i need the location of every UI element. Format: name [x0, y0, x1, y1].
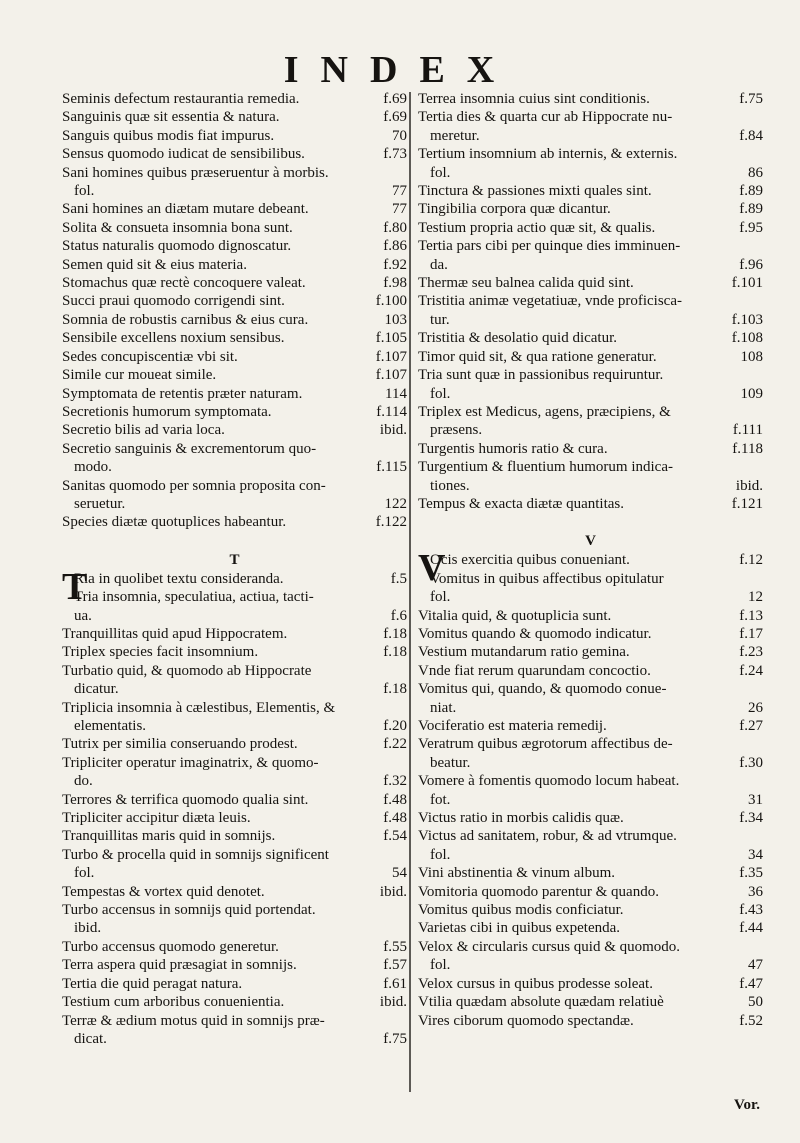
- index-entry: [62, 513, 407, 531]
- entry-text: Tripliciter accipitur diæta leuis.: [62, 810, 251, 827]
- page-reference: f.12: [739, 552, 763, 569]
- page-reference: f.27: [739, 718, 763, 734]
- entry-text: Tempus & exacta diætæ quantitas.: [418, 495, 624, 512]
- entry-text: Thermæ seu balnea calida quid sint.: [418, 275, 634, 292]
- page-reference: f.118: [732, 440, 763, 457]
- index-entry: [418, 108, 763, 145]
- index-entry: [62, 883, 407, 901]
- entry-continuation: fol.: [74, 183, 95, 200]
- entry-continuation: fol.: [74, 865, 95, 882]
- index-entry: [62, 625, 407, 643]
- entry-text: Sensus quomodo iudicat de sensibilibus.: [62, 146, 305, 163]
- index-entry: [418, 366, 763, 403]
- index-entry: [62, 421, 407, 439]
- entry-text: Vomitus in quibus affectibus opitulatur: [430, 570, 664, 587]
- page-reference: f.20: [383, 718, 407, 734]
- page-reference: f.5: [390, 570, 407, 587]
- page-title: INDEX: [283, 49, 517, 91]
- page-reference: ibid.: [379, 422, 407, 439]
- index-entry: [62, 699, 407, 736]
- entry-text: Velox & circularis cursus quid & quomodo.: [418, 938, 681, 955]
- index-entry: [418, 219, 763, 237]
- page-reference: 12: [748, 589, 763, 606]
- page-reference: f.18: [383, 644, 407, 661]
- page-reference: f.89: [739, 201, 763, 218]
- entry-text: Status naturalis quomodo dignoscatur.: [62, 238, 292, 255]
- entry-text: Stomachus quæ rectè concoquere valeat.: [62, 275, 306, 292]
- entry-text: Vomitus quibus modis conficiatur.: [418, 902, 624, 919]
- index-entry: [418, 145, 763, 182]
- entry-text: Ria in quolibet textu consideranda.: [74, 570, 284, 587]
- entry-text: Testium propria actio quæ sit, & qualis.: [418, 219, 656, 236]
- entry-continuation: elementatis.: [74, 718, 147, 734]
- entry-continuation: fol.: [430, 846, 451, 863]
- index-entry: [418, 348, 763, 366]
- entry-text: Tranquillitas maris quid in somnijs.: [62, 828, 276, 845]
- page-reference: f.114: [376, 403, 407, 420]
- page-reference: f.75: [739, 91, 763, 107]
- index-entry: [62, 329, 407, 347]
- section-letter: V: [585, 533, 596, 550]
- entry-text: Seminis defectum restaurantia remedia.: [62, 91, 300, 107]
- page-reference: 86: [748, 164, 763, 181]
- index-entry: [62, 956, 407, 974]
- page-reference: f.43: [739, 902, 763, 919]
- index-entry: [418, 717, 763, 735]
- entry-continuation: tur.: [430, 311, 450, 328]
- entry-text: Terrea insomnia cuius sint conditionis.: [418, 91, 650, 107]
- index-entry: [418, 292, 763, 329]
- section-letter: T: [229, 551, 240, 568]
- page-reference: f.121: [731, 495, 763, 512]
- page-reference: 77: [392, 201, 407, 218]
- entry-text: Veratrum quibus ægrotorum affectibus de-: [418, 736, 673, 753]
- entry-text: Semen quid sit & eius materia.: [62, 256, 247, 273]
- page-reference: f.103: [731, 311, 763, 328]
- index-entry: [62, 1012, 407, 1049]
- entry-text: Vomitus quando & quomodo indicatur.: [418, 625, 652, 642]
- index-entry: [62, 237, 407, 255]
- index-entry: [418, 772, 763, 809]
- entry-text: Turbo accensus in somnijs quid portendat.: [62, 902, 316, 919]
- page-reference: 122: [384, 495, 407, 512]
- entry-text: Testium cum arboribus conuenientia.: [62, 994, 285, 1011]
- index-entry: [418, 237, 763, 274]
- entry-text: Sanguinis quæ sit essentia & natura.: [62, 109, 280, 126]
- page-reference: 70: [392, 127, 407, 144]
- page-reference: 31: [748, 791, 763, 808]
- page-reference: f.92: [383, 256, 407, 273]
- entry-text: Vires ciborum quomodo spectandæ.: [418, 1012, 634, 1029]
- entry-text: Victus ad sanitatem, robur, & ad vtrumque.: [418, 828, 677, 845]
- entry-continuation: fot.: [430, 791, 451, 808]
- entry-text: Sanguis quibus modis fiat impurus.: [62, 127, 275, 144]
- entry-text: Turbo accensus quomodo generetur.: [62, 938, 279, 955]
- index-entry: [62, 901, 407, 938]
- page-reference: 103: [384, 311, 407, 328]
- entry-text: Tranquillitas quid apud Hippocratem.: [62, 625, 288, 642]
- index-entry: [418, 403, 763, 440]
- entry-text: Tingibilia corpora quæ dicantur.: [418, 201, 611, 218]
- index-entry: [418, 643, 763, 661]
- page-reference: f.32: [383, 773, 407, 790]
- entry-text: Tertium insomnium ab internis, & externis.: [418, 146, 678, 163]
- entry-text: Simile cur moueat simile.: [62, 367, 217, 384]
- index-entry: [418, 938, 763, 975]
- index-entry: [62, 791, 407, 809]
- entry-text: Vnde fiat rerum quarundam concoctio.: [418, 662, 651, 679]
- entry-text: Turbo & procella quid in somnijs significent: [62, 846, 329, 863]
- entry-continuation: niat.: [430, 699, 457, 716]
- entry-text: Solita & consueta insomnia bona sunt.: [62, 219, 293, 236]
- entry-continuation: fol.: [430, 385, 451, 402]
- index-entry: [62, 366, 407, 384]
- entry-text: Vomitus qui, quando, & quomodo conue-: [418, 681, 667, 698]
- entry-continuation: do.: [74, 773, 93, 790]
- entry-continuation: fol.: [430, 164, 451, 181]
- entry-text: Vestium mutandarum ratio gemina.: [418, 644, 630, 661]
- entry-text: Secretio bilis ad varia loca.: [62, 422, 225, 439]
- entry-text: Secretio sanguinis & excrementorum quo-: [62, 440, 317, 457]
- page-reference: f.107: [375, 367, 407, 384]
- page-reference: f.18: [383, 681, 407, 698]
- page-reference: f.98: [383, 275, 407, 292]
- index-entry: [418, 662, 763, 680]
- entry-text: Terrores & terrifica quomodo qualia sint.: [62, 791, 309, 808]
- index-entry: [62, 145, 407, 163]
- column-divider: [409, 92, 411, 1092]
- index-entry: [62, 662, 407, 699]
- index-entry: [418, 883, 763, 901]
- index-entry: [62, 127, 407, 145]
- entry-text: Vini abstinentia & vinum album.: [418, 865, 615, 882]
- index-entry: [62, 938, 407, 956]
- section-gap: [418, 513, 763, 531]
- page-reference: 50: [748, 994, 763, 1011]
- index-entry: [418, 680, 763, 717]
- index-entry: [418, 182, 763, 200]
- page-reference: f.107: [375, 348, 407, 365]
- entry-text: Turgentium & fluentium humorum indica-: [418, 459, 673, 476]
- index-entry: [418, 975, 763, 993]
- index-entry: [418, 274, 763, 292]
- entry-text: Triplicia insomnia à cælestibus, Elementis, &: [62, 699, 336, 716]
- index-entry: [62, 643, 407, 661]
- entry-text: Tristitia & desolatio quid dicatur.: [418, 330, 618, 347]
- section-gap: [62, 532, 407, 550]
- index-entry: [62, 200, 407, 218]
- page-reference: f.35: [739, 865, 763, 882]
- page-reference: ibid.: [735, 477, 763, 494]
- right-column: [418, 90, 763, 1030]
- entry-text: Triplex species facit insomnium.: [62, 644, 259, 661]
- index-entry: [62, 292, 407, 310]
- entry-text: Tripliciter operatur imaginatrix, & quomo-: [62, 754, 319, 771]
- page-reference: f.47: [739, 975, 763, 992]
- index-entry: [418, 864, 763, 882]
- index-entry: [418, 440, 763, 458]
- page-reference: 109: [740, 385, 763, 402]
- index-entry: [62, 975, 407, 993]
- page-reference: f.95: [739, 219, 763, 236]
- page-reference: f.86: [383, 238, 407, 255]
- page-reference: 34: [748, 846, 763, 863]
- page-reference: f.122: [375, 514, 407, 531]
- entry-text: Tria insomnia, speculatiua, actiua, tacti-: [74, 589, 314, 606]
- entry-text: Triplex est Medicus, agens, præcipiens, &: [418, 403, 671, 420]
- index-entry: [418, 993, 763, 1011]
- entry-text: Tempestas & vortex quid denotet.: [62, 883, 265, 900]
- entry-text: Tertia die quid peragat natura.: [62, 975, 243, 992]
- index-entry: [62, 90, 407, 108]
- page-reference: f.69: [383, 109, 407, 126]
- page-reference: f.101: [731, 275, 763, 292]
- index-entry: [418, 1012, 763, 1030]
- entry-continuation: dicat.: [74, 1030, 107, 1047]
- index-entry: [418, 458, 763, 495]
- index-entry: [62, 274, 407, 292]
- entry-continuation: fol.: [430, 589, 451, 606]
- entry-text: Terræ & ædium motus quid in somnijs præ-: [62, 1012, 325, 1029]
- index-entry: [418, 901, 763, 919]
- index-entry: [418, 570, 763, 607]
- page-reference: f.61: [383, 975, 407, 992]
- page-reference: f.54: [383, 828, 407, 845]
- page-reference: ibid.: [379, 883, 407, 900]
- page-reference: f.69: [383, 91, 407, 107]
- index-entry: [62, 588, 407, 625]
- index-entry: [418, 809, 763, 827]
- entry-text: Secretionis humorum symptomata.: [62, 403, 272, 420]
- entry-text: Species diætæ quotuplices habeantur.: [62, 514, 287, 531]
- entry-text: Tertia pars cibi per quinque dies imminuen-: [418, 238, 681, 255]
- page-reference: 114: [385, 385, 407, 402]
- page-reference: f.105: [375, 330, 407, 347]
- index-entry: [62, 256, 407, 274]
- entry-continuation: ua.: [74, 607, 92, 624]
- catchword: Vor.: [734, 1097, 760, 1113]
- page-reference: f.34: [739, 810, 763, 827]
- page-reference: f.23: [739, 644, 763, 661]
- index-entry: [62, 993, 407, 1011]
- entry-continuation: fol.: [430, 957, 451, 974]
- drop-cap: T: [62, 565, 88, 608]
- index-entry: [62, 735, 407, 753]
- page-reference: 26: [748, 699, 763, 716]
- index-entry: [62, 440, 407, 477]
- entry-continuation: præsens.: [430, 422, 483, 439]
- drop-cap: V: [418, 547, 446, 590]
- entry-continuation: beatur.: [430, 754, 471, 771]
- page-reference: f.84: [739, 127, 763, 144]
- entry-text: Symptomata de retentis præter naturam.: [62, 385, 303, 402]
- page-reference: f.108: [731, 330, 763, 347]
- index-entry: [62, 477, 407, 514]
- page-reference: f.44: [739, 920, 763, 937]
- entry-continuation: dicatur.: [74, 681, 119, 698]
- page-reference: 108: [740, 348, 763, 365]
- index-entry: [62, 846, 407, 883]
- entry-text: Ocis exercitia quibus conueniant.: [430, 552, 630, 569]
- entry-text: Succi praui quomodo corrigendi sint.: [62, 293, 285, 310]
- index-entry: [62, 164, 407, 201]
- entry-continuation: seruetur.: [74, 495, 126, 512]
- entry-text: Timor quid sit, & qua ratione generatur.: [418, 348, 657, 365]
- index-entry: [62, 403, 407, 421]
- page-reference: f.48: [383, 810, 407, 827]
- page-reference: 36: [748, 883, 763, 900]
- left-column: [62, 90, 407, 1048]
- index-entry: [418, 827, 763, 864]
- index-entry: [418, 735, 763, 772]
- entry-text: Vomitoria quomodo parentur & quando.: [418, 883, 659, 900]
- entry-continuation: meretur.: [430, 127, 480, 144]
- page-reference: f.100: [375, 293, 407, 310]
- page-reference: f.18: [383, 625, 407, 642]
- page-reference: f.24: [739, 662, 763, 679]
- page-reference: f.115: [376, 459, 407, 476]
- index-entry: [418, 625, 763, 643]
- entry-text: Sedes concupiscentiæ vbi sit.: [62, 348, 238, 365]
- page-reference: f.52: [739, 1012, 763, 1029]
- entry-continuation: tiones.: [430, 477, 470, 494]
- page-reference: 54: [392, 865, 407, 882]
- page-reference: f.111: [732, 422, 763, 439]
- page-reference: 77: [392, 183, 407, 200]
- entry-text: Vtilia quædam absolute quædam relatiuè: [418, 994, 664, 1011]
- entry-text: Sani homines an diætam mutare debeant.: [62, 201, 309, 218]
- entry-text: Turbatio quid, & quomodo ab Hippocrate: [62, 662, 312, 679]
- entry-text: Vociferatio est materia remedij.: [418, 718, 607, 734]
- page-reference: f.75: [383, 1030, 407, 1047]
- entry-continuation: modo.: [74, 459, 112, 476]
- entry-text: Sani homines quibus præseruentur à morbis.: [62, 164, 329, 181]
- index-entry: [62, 754, 407, 791]
- page-reference: f.96: [739, 256, 763, 273]
- page-reference: f.48: [383, 791, 407, 808]
- index-entry: [62, 385, 407, 403]
- page-reference: f.6: [390, 607, 407, 624]
- page-reference: f.30: [739, 754, 763, 771]
- index-entry: [418, 329, 763, 347]
- index-entry: [418, 919, 763, 937]
- entry-text: Victus ratio in morbis calidis quæ.: [418, 810, 624, 827]
- page-reference: f.17: [739, 625, 763, 642]
- page-reference: f.89: [739, 183, 763, 200]
- index-entry: [418, 90, 763, 108]
- index-entry: [418, 607, 763, 625]
- index-entry: [62, 348, 407, 366]
- entry-text: Velox cursus in quibus prodesse soleat.: [418, 975, 653, 992]
- page-reference: ibid.: [379, 994, 407, 1011]
- entry-text: Somnia de robustis carnibus & eius cura.: [62, 311, 309, 328]
- page-reference: 47: [748, 957, 763, 974]
- entry-text: Tristitia animæ vegetatiuæ, vnde proficisca-: [418, 293, 682, 310]
- entry-text: Vomere à fomentis quomodo locum habeat.: [418, 773, 680, 790]
- entry-text: Terra aspera quid præsagiat in somnijs.: [62, 957, 297, 974]
- page-reference: f.13: [739, 607, 763, 624]
- index-entry: [62, 827, 407, 845]
- page-reference: f.22: [383, 736, 407, 753]
- entry-text: Tutrix per similia conseruando prodest.: [62, 736, 298, 753]
- entry-text: Tertia dies & quarta cur ab Hippocrate nu-: [418, 109, 673, 126]
- page-reference: f.55: [383, 938, 407, 955]
- index-entry: [62, 108, 407, 126]
- entry-text: Tria sunt quæ in passionibus requiruntur.: [418, 367, 664, 384]
- entry-continuation: ibid.: [74, 920, 102, 937]
- page-reference: f.73: [383, 146, 407, 163]
- entry-text: Varietas cibi in quibus expetenda.: [418, 920, 621, 937]
- page-reference: f.80: [383, 219, 407, 236]
- entry-text: Sensibile excellens noxium sensibus.: [62, 330, 285, 347]
- index-entry: [418, 200, 763, 218]
- entry-text: Turgentis humoris ratio & cura.: [418, 440, 608, 457]
- index-entry: [62, 219, 407, 237]
- entry-text: Sanitas quomodo per somnia proposita con-: [62, 477, 326, 494]
- index-entry: [418, 495, 763, 513]
- entry-text: Tinctura & passiones mixti quales sint.: [418, 183, 652, 200]
- entry-text: Vitalia quid, & quotuplicia sunt.: [418, 607, 612, 624]
- index-entry: [62, 311, 407, 329]
- index-entry: [62, 809, 407, 827]
- entry-continuation: da.: [430, 256, 448, 273]
- page-reference: f.57: [383, 957, 407, 974]
